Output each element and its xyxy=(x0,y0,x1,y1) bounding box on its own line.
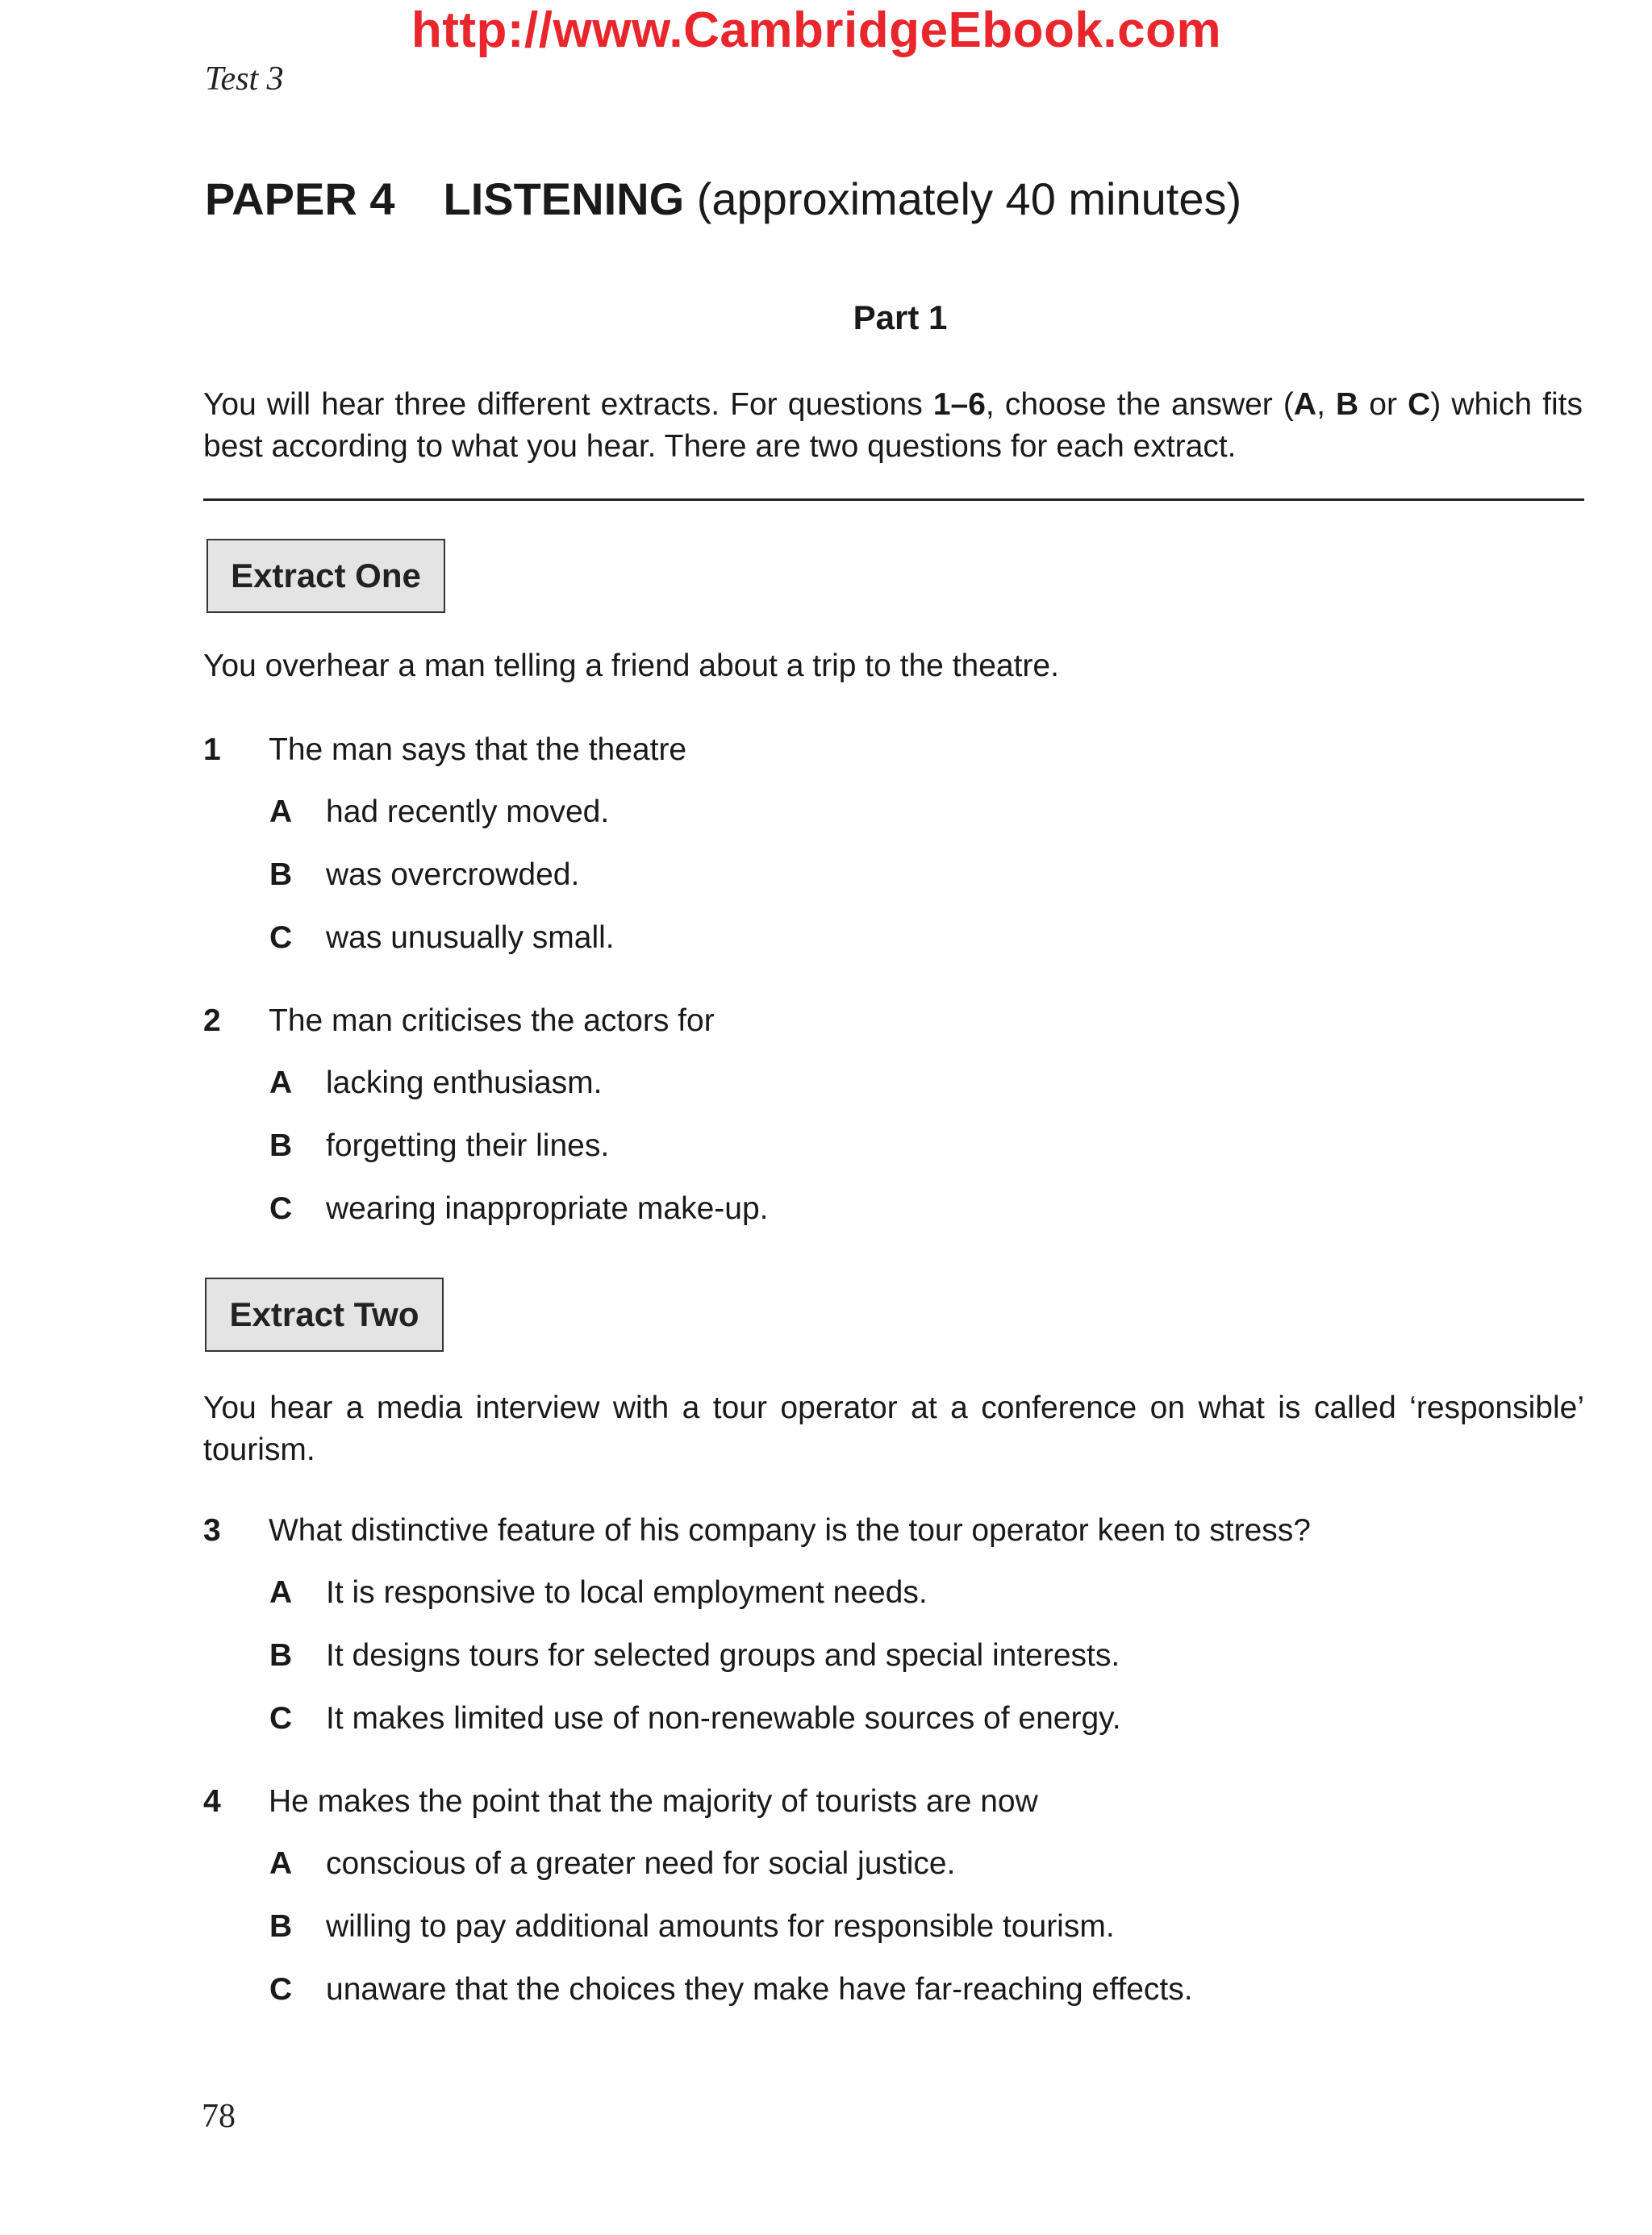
option-letter: B xyxy=(269,1128,293,1163)
question-number: 1 xyxy=(203,732,221,767)
paper-name: LISTENING xyxy=(443,173,685,224)
extract-two-context: You hear a media interview with a tour operator at a conference on what is called ‘responsible’ tourism. xyxy=(203,1391,1584,1467)
option-text: forgetting their lines. xyxy=(326,1128,610,1163)
option-letter: A xyxy=(269,1575,293,1610)
option-text: wearing inappropriate make-up. xyxy=(326,1191,769,1226)
question-stem: The man says that the theatre xyxy=(269,732,687,767)
option-letter: C xyxy=(269,1191,293,1226)
paper-duration: (approximately 40 minutes) xyxy=(696,173,1242,224)
option-text: was unusually small. xyxy=(326,920,615,955)
option-letter: B xyxy=(269,857,293,892)
option-text: willing to pay additional amounts for responsible tourism. xyxy=(326,1909,1115,1944)
option-text: lacking enthusiasm. xyxy=(326,1065,603,1100)
part-heading: Part 1 xyxy=(853,298,948,336)
instructions: You will hear three different extracts. For questions 1–6, choose the answer (A, B or C) which fits best according to what you hear. There are two questions for each extract. xyxy=(203,387,1583,464)
option-letter: A xyxy=(269,1846,293,1881)
question-number: 3 xyxy=(203,1513,221,1548)
option-text: It designs tours for selected groups and special interests. xyxy=(326,1638,1120,1673)
question-stem: The man criticises the actors for xyxy=(269,1003,715,1038)
question-stem: He makes the point that the majority of tourists are now xyxy=(269,1784,1038,1819)
running-head: Test 3 xyxy=(205,60,284,98)
question-number: 4 xyxy=(203,1784,221,1819)
extract-one-heading: Extract One xyxy=(206,539,445,613)
option-text: It is responsive to local employment needs. xyxy=(326,1575,928,1610)
question-number: 2 xyxy=(203,1003,221,1038)
option-letter: B xyxy=(269,1909,293,1944)
option-text: had recently moved. xyxy=(326,794,610,829)
paper-label: PAPER 4 xyxy=(205,173,395,224)
option-letter: C xyxy=(269,1701,293,1736)
option-letter: A xyxy=(269,794,293,829)
section-divider xyxy=(203,498,1584,501)
option-letter: A xyxy=(269,1065,293,1100)
option-text: It makes limited use of non-renewable sources of energy. xyxy=(326,1701,1121,1736)
option-text: conscious of a greater need for social justice. xyxy=(326,1846,956,1881)
option-text: unaware that the choices they make have far-reaching effects. xyxy=(326,1972,1193,2007)
question-stem: What distinctive feature of his company is the tour operator keen to stress? xyxy=(269,1513,1311,1548)
option-text: was overcrowded. xyxy=(326,857,580,892)
paper-title xyxy=(205,173,1241,225)
option-letter: C xyxy=(269,1972,293,2007)
extract-two-heading: Extract Two xyxy=(205,1278,444,1352)
option-letter: B xyxy=(269,1638,293,1673)
page-number: 78 xyxy=(202,2098,236,2135)
extract-one-context: You overhear a man telling a friend about a trip to the theatre. xyxy=(203,648,1059,683)
option-letter: C xyxy=(269,920,293,955)
watermark-url: http://www.CambridgeEbook.com xyxy=(411,2,1222,58)
